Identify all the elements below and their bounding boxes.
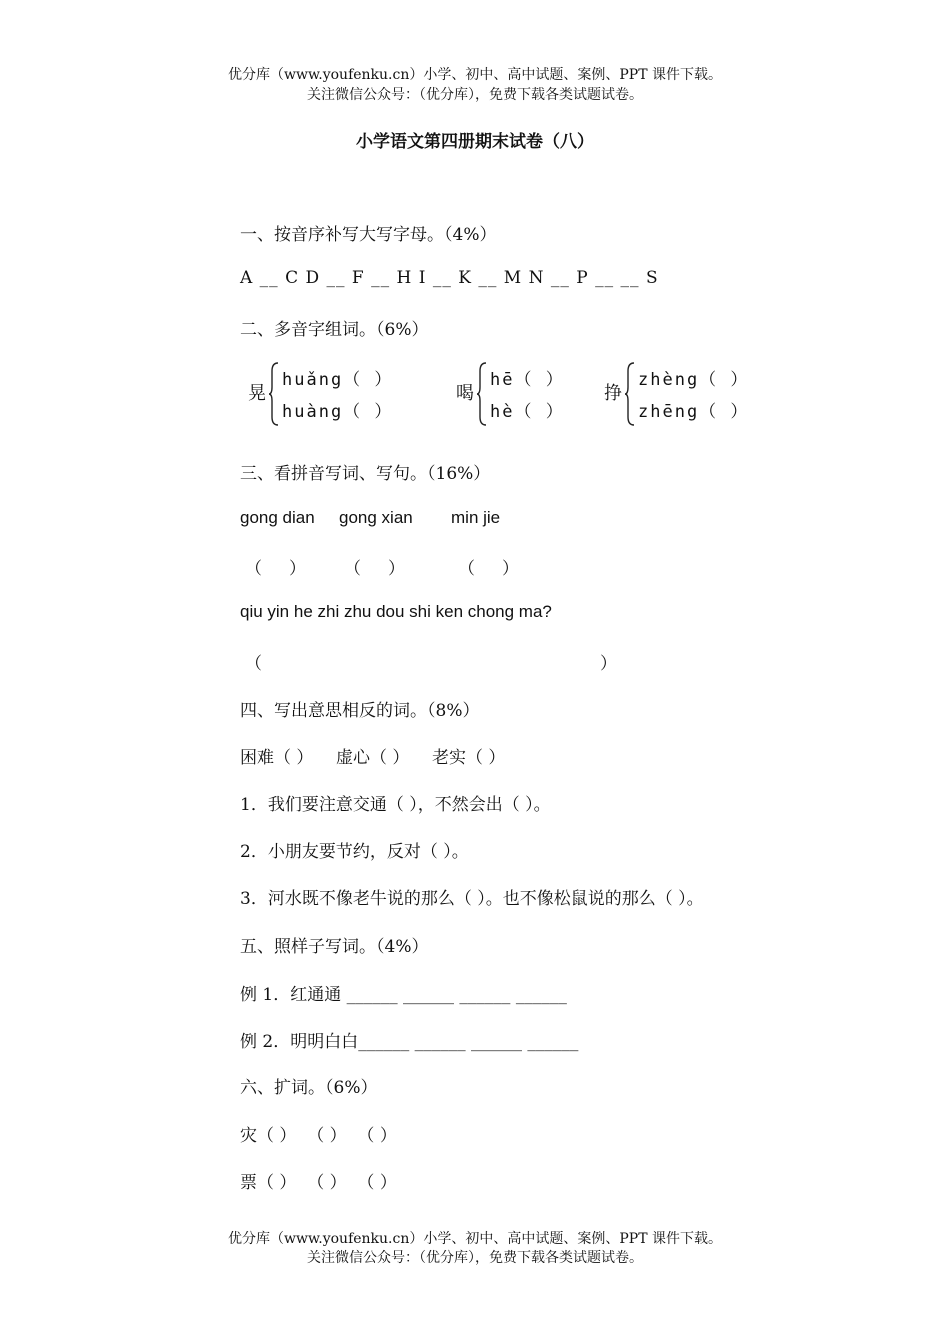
q1-heading: 一、按音序补写大写字母。（4%） — [240, 225, 497, 245]
polyphone-char-2: 喝 — [456, 383, 474, 404]
q4-word-3: 老实（ ） — [432, 748, 506, 768]
q3-blank-3: （ ） — [458, 559, 520, 579]
polyphone-char-1: 晃 — [248, 383, 266, 404]
q3-sentence-pinyin: qiu yin he zhi zhu dou shi ken chong ma? — [240, 602, 552, 621]
polyphone-reading-3a: zhèng（ ） — [638, 370, 750, 390]
page-title: 小学语文第四册期末试卷（八） — [356, 132, 594, 152]
q3-pinyin-3: min jie — [451, 508, 501, 527]
q3-blank-2: （ ） — [344, 559, 406, 579]
polyphone-reading-1b: huàng（ ） — [282, 402, 394, 422]
q4-sentence-2: 2．小朋友要节约，反对（ ）。 — [240, 842, 469, 862]
q3-heading: 三、看拼音写词、写句。（16%） — [240, 464, 491, 484]
q6-row-2: 票（ ） （ ） （ ） — [240, 1173, 397, 1193]
polyphone-reading-2a: hē（ ） — [490, 370, 565, 390]
q3-pinyin-2: gong xian — [339, 508, 413, 527]
q3-blank-1: （ ） — [245, 559, 307, 579]
polyphone-reading-3b: zhēng（ ） — [638, 402, 750, 422]
q4-sentence-3: 3．河水既不像老牛说的那么（ ）。也不像松鼠说的那么（ ）。 — [240, 889, 704, 909]
brace-icon-2 — [476, 361, 488, 427]
footer-line-2: 关注微信公众号：（优分库），免费下载各类试题试卷。 — [307, 1250, 643, 1266]
q6-row-1: 灾（ ） （ ） （ ） — [240, 1126, 397, 1146]
q4-sentence-1: 1．我们要注意交通（ ），不然会出（ ）。 — [240, 795, 551, 815]
header-line-2: 关注微信公众号：（优分库），免费下载各类试题试卷。 — [307, 87, 643, 103]
q6-heading: 六、扩词。（6%） — [240, 1078, 378, 1098]
polyphone-block — [246, 361, 791, 427]
q5-example-2: 例 2．明明白白______ ______ ______ ______ — [240, 1032, 579, 1052]
footer-line-1: 优分库（www.youfenku.cn）小学、初中、高中试题、案例、PPT 课件下载。 — [227, 1231, 722, 1247]
q5-example-1: 例 1．红通通 ______ ______ ______ ______ — [240, 985, 567, 1005]
polyphone-reading-1a: huǎng（ ） — [282, 370, 394, 390]
q4-heading: 四、写出意思相反的词。（8%） — [240, 701, 480, 721]
q4-word-1: 困难（ ） — [240, 748, 314, 768]
polyphone-char-3: 挣 — [604, 383, 622, 404]
brace-icon-1 — [268, 361, 280, 427]
polyphone-reading-2b: hè（ ） — [490, 402, 565, 422]
q2-heading: 二、多音字组词。（6%） — [240, 320, 429, 340]
brace-icon-3 — [624, 361, 636, 427]
q3-sentence-open: （ — [245, 654, 262, 674]
header-line-1: 优分库（www.youfenku.cn）小学、初中、高中试题、案例、PPT 课件下载。 — [227, 67, 722, 83]
q3-pinyin-1: gong dian — [240, 508, 315, 527]
q4-word-2: 虚心（ ） — [336, 748, 410, 768]
q5-heading: 五、照样子写词。（4%） — [240, 937, 429, 957]
q3-sentence-close: ） — [600, 654, 617, 674]
q1-letters: A __ C D __ F __ H I __ K __ M N __ P __ __ S — [240, 268, 659, 288]
